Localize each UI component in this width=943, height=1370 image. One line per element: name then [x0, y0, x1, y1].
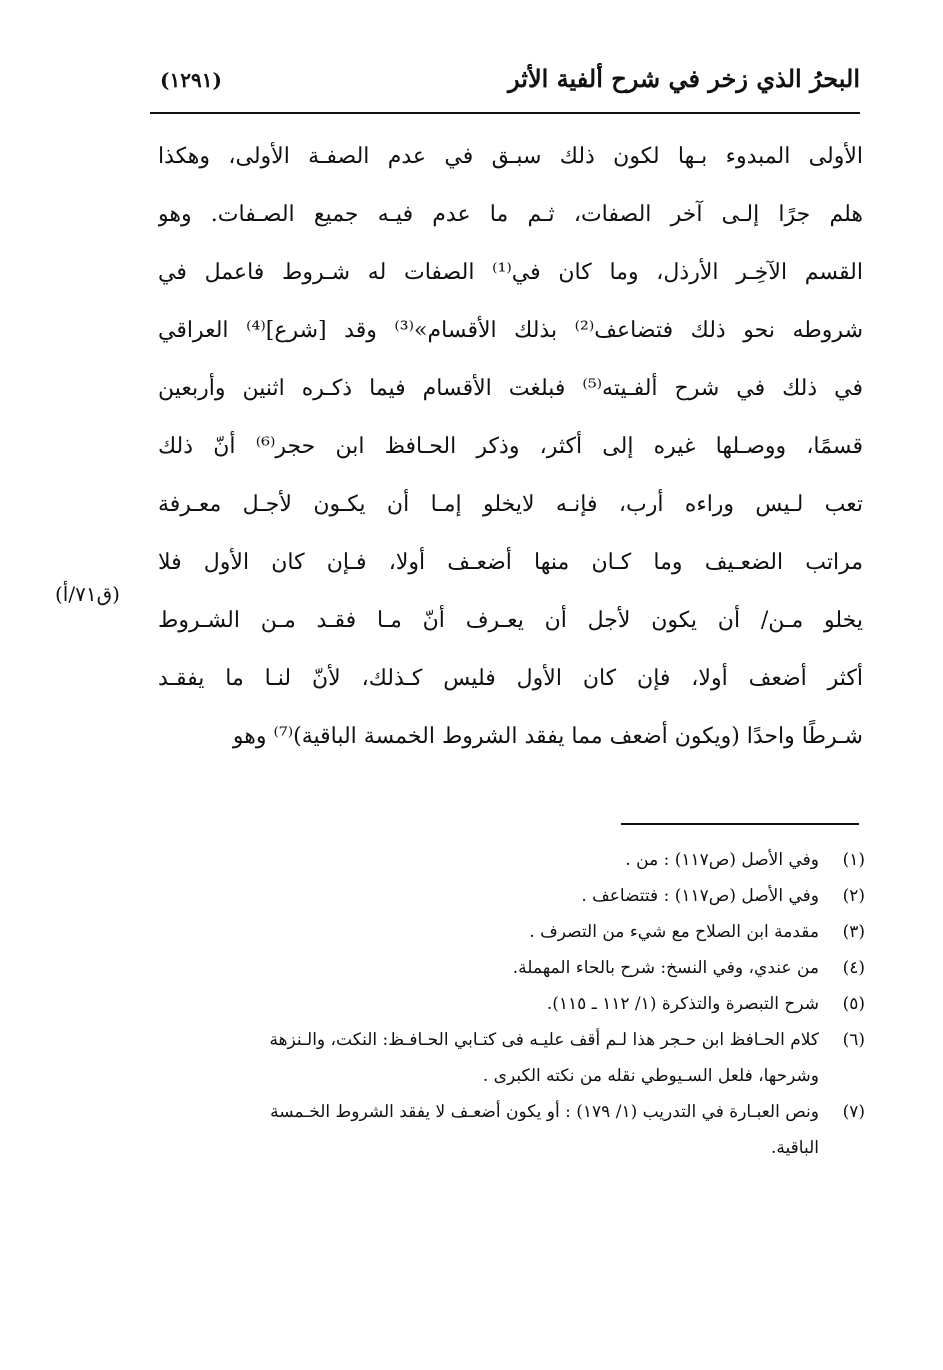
text-line: شروطه نحو ذلك فتضاعف⁽²⁾ بذلك الأقسام»⁽³⁾ وقد [شرع]⁽⁴⁾ العراقي — [158, 318, 863, 343]
footnote-text: من عندي، وفي النسخ: شرح بالحاء المهملة. — [512, 958, 819, 978]
footnote-number: (٢) — [842, 886, 865, 906]
footnote-text: وفي الأصل (ص١١٧) : من . — [625, 850, 819, 870]
footnote-text: كلام الحـافظ ابن حـجر هذا لـم أقف عليـه فى كتـابي الحـافـظ: النكت، والـنزهة — [269, 1030, 819, 1050]
page-number: (١٢٩١) — [160, 68, 222, 92]
footnote-number: (٦) — [842, 1030, 865, 1050]
text-line: مراتب الضعـيف وما كـان منها أضعـف أولا، فـإن كان الأول فلا — [158, 550, 863, 575]
text-line: في ذلك في شرح ألفـيته⁽⁵⁾ فبلغت الأقسام فيما ذكـره اثنين وأربعين — [158, 376, 863, 401]
footnote — [143, 842, 865, 878]
main-text — [158, 128, 863, 766]
book-title: البحرُ الذي زخر في شرح ألفية الأثر — [508, 64, 860, 93]
footnote — [143, 1094, 865, 1130]
footnote — [143, 878, 865, 914]
header-rule — [150, 112, 860, 114]
footnote — [143, 1022, 865, 1058]
manuscript-folio-note: (ق٧١/أ) — [55, 582, 120, 606]
footnote-number: (٤) — [842, 958, 865, 978]
text-line: قسمًا، ووصـلها غيره إلى أكثر، وذكر الحـافظ ابن حجر⁽⁶⁾ أنّ ذلك — [158, 434, 863, 459]
footnote — [143, 986, 865, 1022]
text-line: الأولى المبدوء بـها لكون ذلك سبـق في عدم الصفـة الأولى، وهكذا — [158, 144, 863, 169]
footnote-number: (٣) — [842, 922, 865, 942]
page-header — [150, 62, 860, 118]
footnote-text: شرح التبصرة والتذكرة (١/ ١١٢ ـ ١١٥). — [546, 994, 819, 1014]
text-line: يخلو مـن/ أن يكون لأجل أن يعـرف أنّ مـا فقـد مـن الشـروط — [158, 608, 863, 633]
footnote — [143, 950, 865, 986]
text-line: القسم الآخِـر الأرذل، وما كان في⁽¹⁾ الصفات له شـروط فاعمل في — [158, 260, 863, 285]
footnote-text: وفي الأصل (ص١١٧) : فتتضاعف . — [581, 886, 819, 906]
text-line: شـرطًا واحدًا (ويكون أضعف مما يفقد الشروط الخمسة الباقية)⁽⁷⁾ وهو — [232, 724, 863, 749]
footnote — [143, 914, 865, 950]
text-line: تعب لـيس وراءه أرب، فإنـه لايخلو إمـا أن يكـون لأجـل معـرفة — [158, 492, 863, 517]
footnote-number: (٧) — [842, 1102, 865, 1122]
text-line: هلم جرًا إلـى آخر الصفات، ثـم ما عدم فيـه جميع الصـفات. وهو — [158, 202, 863, 227]
text-line: أكثر أضعف أولا، فإن كان الأول فليس كـذلك، لأنّ لنـا ما يفقـد — [158, 666, 863, 691]
footnote-separator — [621, 823, 859, 825]
footnote-number: (٥) — [842, 994, 865, 1014]
footnote-continuation: وشرحها، فلعل السـيوطي نقله من نكته الكبرى . — [482, 1066, 819, 1086]
footnote-text: مقدمة ابن الصلاح مع شيء من التصرف . — [529, 922, 819, 942]
footnotes — [143, 842, 865, 1166]
footnote-continuation: الباقية. — [771, 1138, 819, 1158]
footnote-number: (١) — [842, 850, 865, 870]
footnote-text: ونص العبـارة في التدريب (١/ ١٧٩) : أو يكون أضعـف لا يفقد الشروط الخـمسة — [270, 1102, 819, 1122]
